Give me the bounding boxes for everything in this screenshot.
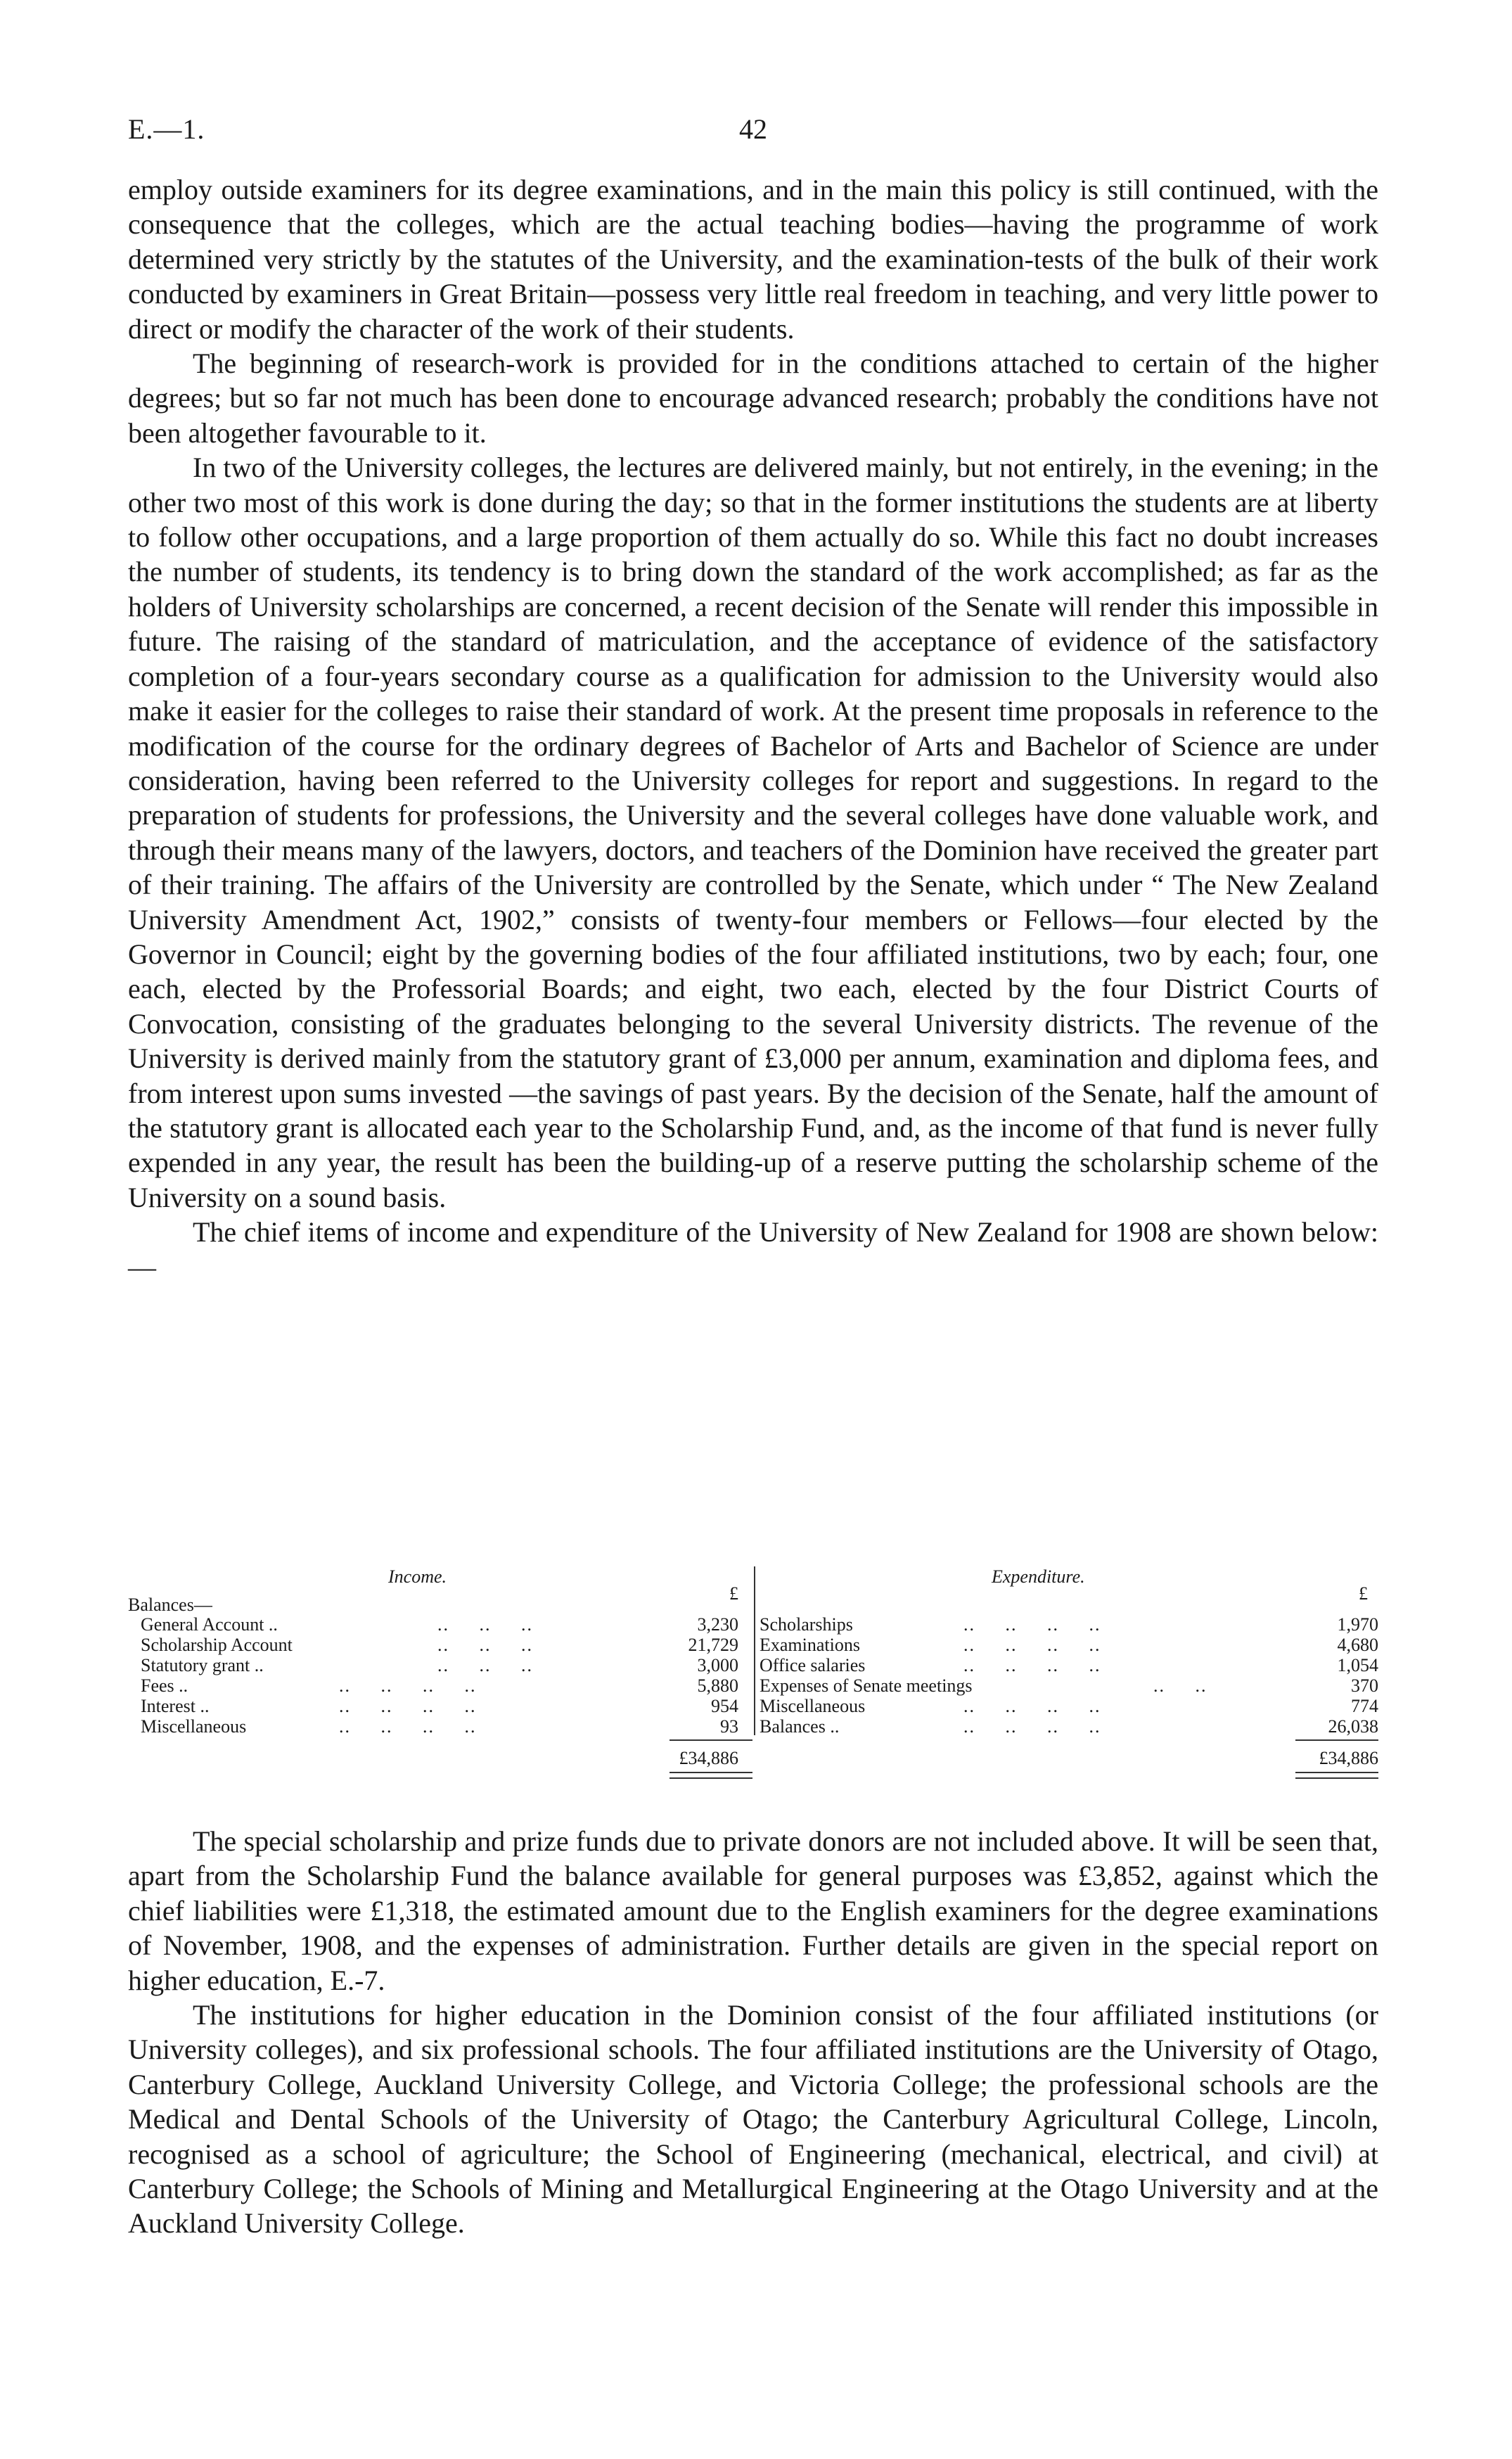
expenditure-row-value: 26,038 (1328, 1716, 1378, 1737)
income-row: Fees .. .. .. .. .. 5,880 (141, 1675, 738, 1696)
income-row: General Account .. .. .. .. 3,230 (141, 1614, 738, 1635)
income-row-label: General Account .. (141, 1614, 278, 1635)
income-row-value: 93 (720, 1716, 738, 1737)
income-column (128, 1566, 752, 1806)
expenditure-row-label: Expenses of Senate meetings (760, 1675, 973, 1696)
paragraph-1: employ outside examiners for its degree examinations, and in the main this policy is still continued, with the consequence that the colleges, which are the actual teaching bodies—having the programme of work determined very strictly by the statutes of the University, and the examination-tests of the bulk of their work conducted by examiners in Great Britain—possess very little real freedom in teaching, and very little power to direct or modify the character of the work of their students. (128, 174, 1378, 345)
expenditure-row: Examinations .. .. .. .. 4,680 (760, 1635, 1378, 1655)
income-total-rule (669, 1739, 752, 1741)
table-divider (754, 1566, 755, 1735)
income-group-row (128, 1595, 752, 1615)
paragraph-4: The chief items of income and expenditure of the University of New Zealand for 1908 are shown below: — (128, 1216, 1378, 1283)
expenditure-row: Office salaries .. .. .. .. 1,054 (760, 1655, 1378, 1675)
expenditure-row-label: Office salaries (760, 1655, 866, 1675)
income-row-label: Statutory grant .. (141, 1655, 264, 1675)
expenditure-row-label: Scholarships (760, 1614, 853, 1635)
paragraph-3: In two of the University colleges, the lectures are delivered mainly, but not entirely, in the evening; in the other two most of this work is done during the day; so that in the former institutions the students are at liberty to follow other occupations, and a large proportion of them actually do so. While this fact no doubt increases the number of students, its tendency is to bring down the standard of the work accomplished; as far as the holders of University scholarships are concerned, a recent decision of the Senate will render this impossible in future. The raising of the standard of matriculation, and the acceptance of evidence of the satisfactory completion of a four-years secondary course as a qualification for admission to the University would also make it easier for the colleges to raise their standard of work. At the present time proposals in reference to the modification of the course for the ordinary degrees of Bachelor of Arts and Bachelor of Science are under consideration, having been referred to the University colleges for report and suggestions. In regard to the preparation of students for professions, the University and the several colleges have done valuable work, and through their means many of the lawyers, doctors, and teachers of the Dominion have received the greater part of their training. The affairs of the University are controlled by the Senate, which under “ The New Zealand University Amendment Act, 1902,” consists of twenty-four members or Fellows—four elected by the Governor in Council; eight by the governing bodies of the four affiliated institutions, two by each; four, one each, elected by the Professorial Boards; and eight, two each, elected by the four District Courts of Convocation, consisting of the graduates belonging to the several University districts. The revenue of the University is derived mainly from the statutory grant of £3,000 per annum, examination and diploma fees, and from interest upon sums invested —the savings of past years. By the decision of the Senate, half the amount of the statutory grant is allocated each year to the Scholarship Fund, and, as the income of that fund is never fully expended in any year, the result has been the building-up of a reserve putting the scholarship scheme of the University on a sound basis. (128, 452, 1378, 1213)
income-double-rule (669, 1772, 752, 1779)
income-row-value: 954 (711, 1696, 738, 1716)
income-row: Miscellaneous .. .. .. .. 93 (141, 1716, 738, 1737)
income-row-value: 21,729 (688, 1635, 738, 1655)
expenditure-row: Balances .. .. .. .. .. 26,038 (760, 1716, 1378, 1737)
expenditure-column (760, 1566, 1378, 1806)
income-currency: £ (729, 1583, 738, 1604)
body-text-upper (128, 172, 1378, 1284)
body-text-lower (128, 1824, 1378, 2241)
income-row: Scholarship Account .. .. .. 21,729 (141, 1635, 738, 1655)
income-row-label: Miscellaneous (141, 1716, 247, 1737)
income-expenditure-table (128, 1566, 1378, 1806)
expenditure-row: Expenses of Senate meetings .. .. 370 (760, 1675, 1378, 1696)
paragraph-5: The special scholarship and prize funds due to private donors are not included above. It will be seen that, apart from the Scholarship Fund the balance available for general purposes was £3,852, against which the chief liabilities were £1,318, the estimated amount due to the English examiners for the degree examinations of November, 1908, and the expenses of administration. Further details are given in the special report on higher education, E.-7. (128, 1825, 1378, 1996)
expenditure-row: Miscellaneous .. .. .. .. 774 (760, 1696, 1378, 1716)
income-row-label: Scholarship Account (141, 1635, 293, 1655)
expenditure-title: Expenditure. (992, 1566, 1085, 1587)
income-row-label: Interest .. (141, 1696, 210, 1716)
paragraph-2: The beginning of research-work is provided for in the conditions attached to certain of the higher degrees; but so far not much has been done to encourage advanced research; probably the conditions have not been altogether favourable to it. (128, 347, 1378, 449)
expenditure-row-label: Balances .. (760, 1716, 840, 1737)
expenditure-row-value: 370 (1351, 1675, 1378, 1696)
income-row-value: 3,000 (697, 1655, 738, 1675)
expenditure-row-label: Examinations (760, 1635, 860, 1655)
expenditure-total-rule (1295, 1739, 1378, 1741)
page-number: 42 (739, 113, 767, 145)
income-row-value: 5,880 (697, 1675, 738, 1696)
expenditure-row-value: 1,970 (1337, 1614, 1378, 1635)
income-row: Statutory grant .. .. .. .. 3,000 (141, 1655, 738, 1675)
expenditure-currency: £ (1359, 1583, 1368, 1604)
income-group-label: Balances— (128, 1595, 212, 1615)
income-total: £34,886 (679, 1748, 738, 1768)
expenditure-double-rule (1295, 1772, 1378, 1779)
expenditure-total: £34,886 (1319, 1748, 1378, 1768)
expenditure-row: Scholarships .. .. .. .. 1,970 (760, 1614, 1378, 1635)
income-row: Interest .. .. .. .. .. 954 (141, 1696, 738, 1716)
expenditure-row-value: 774 (1351, 1696, 1378, 1716)
document-reference: E.—1. (128, 113, 205, 145)
expenditure-row-value: 4,680 (1337, 1635, 1378, 1655)
income-row-value: 3,230 (697, 1614, 738, 1635)
page-header (128, 113, 1378, 155)
expenditure-row-value: 1,054 (1337, 1655, 1378, 1675)
income-row-label: Fees .. (141, 1675, 188, 1696)
expenditure-row-label: Miscellaneous (760, 1696, 866, 1716)
paragraph-6: The institutions for higher education in the Dominion consist of the four affiliated institutions (or University colleges), and six professional schools. The four affiliated institutions are the University of Otago, Canterbury College, Auckland University College, and Victoria College; the professional schools are the Medical and Dental Schools of the University of Otago; the Canterbury Agricultural College, Lincoln, recognised as a school of agriculture; the School of Engineering (mechanical, electrical, and civil) at Canterbury College; the Schools of Mining and Metallurgical Engineering at the Otago University and at the Auckland University College. (128, 1999, 1378, 2240)
income-title: Income. (388, 1566, 447, 1587)
